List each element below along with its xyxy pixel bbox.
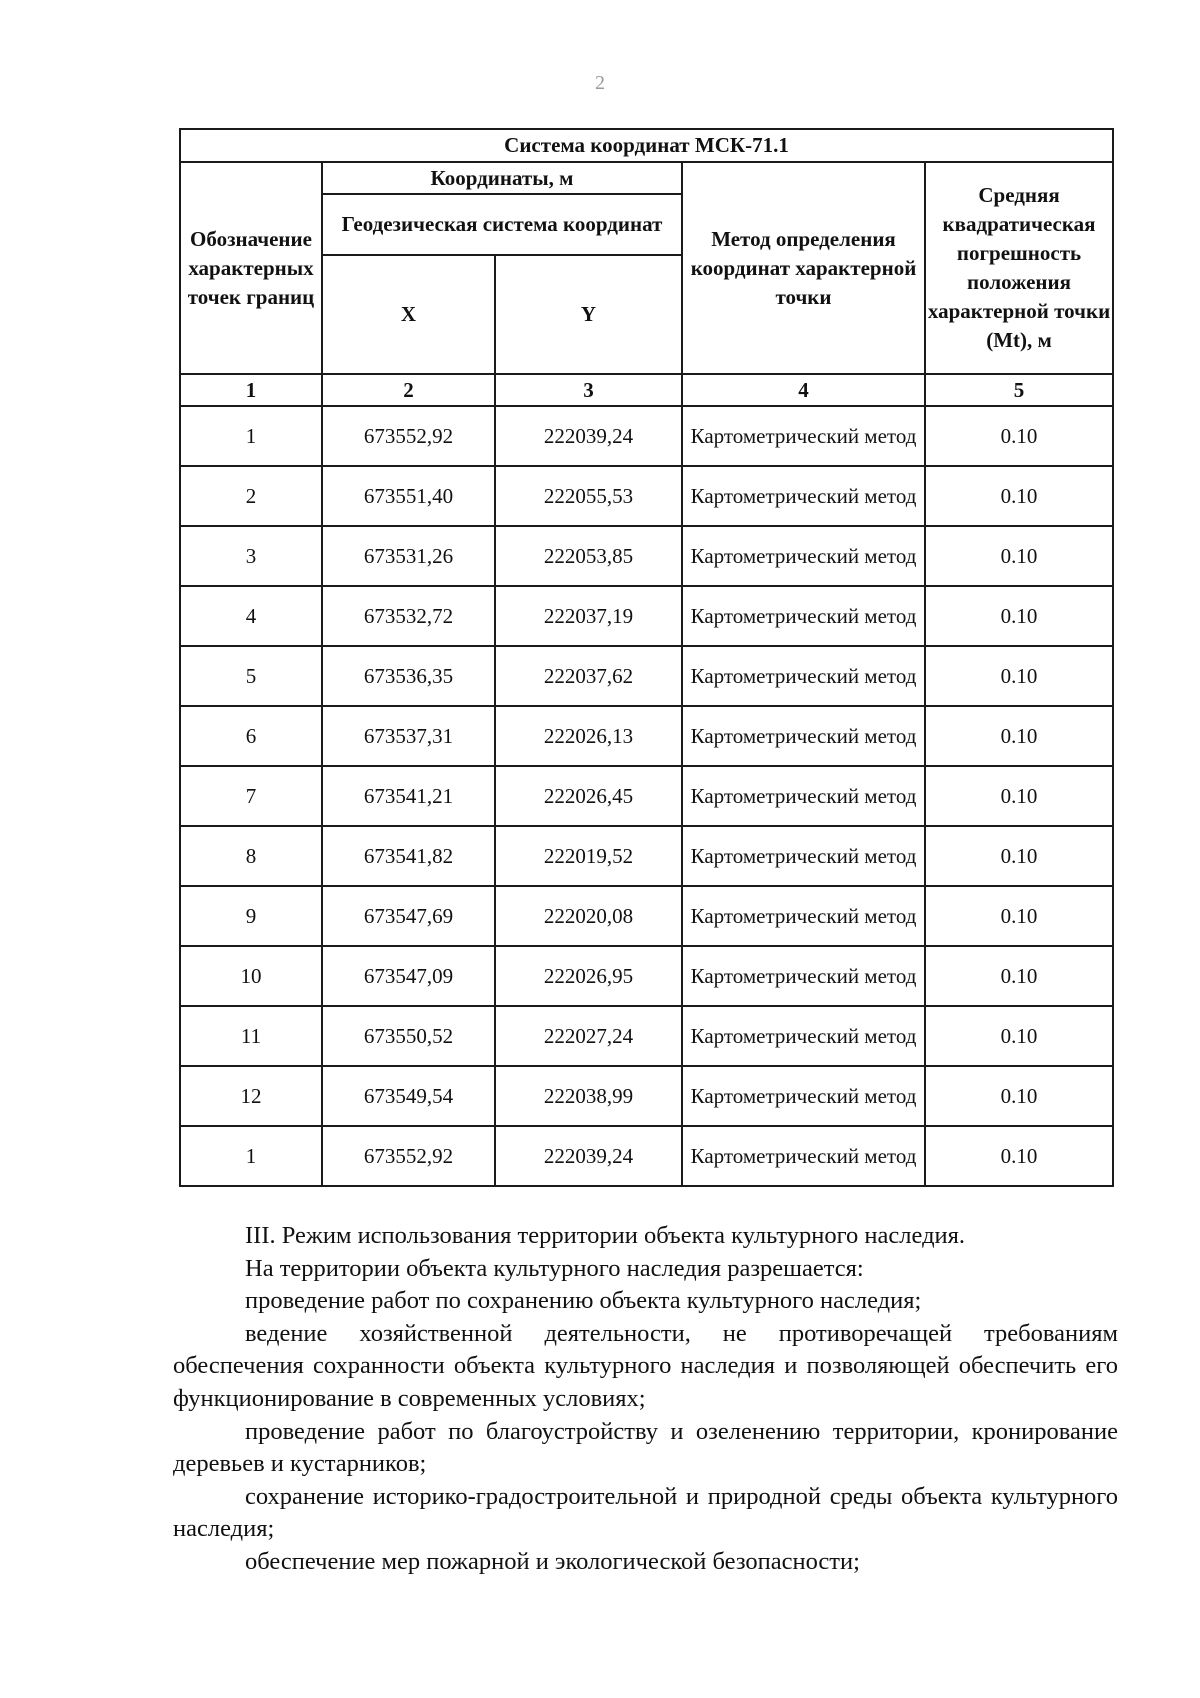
coordinate-x-cell: 673550,52 bbox=[322, 1006, 495, 1066]
method-cell: Картометрический метод bbox=[682, 946, 925, 1006]
column-number-4: 4 bbox=[682, 374, 925, 406]
paragraph: обеспечение мер пожарной и экологической безопасности; bbox=[245, 1547, 860, 1575]
method-cell: Картометрический метод bbox=[682, 766, 925, 826]
point-number-cell: 3 bbox=[180, 526, 322, 586]
coordinate-x-cell: 673552,92 bbox=[322, 1126, 495, 1186]
coordinate-system-title: Система координат МСК-71.1 bbox=[504, 133, 789, 157]
point-number-cell: 1 bbox=[180, 1126, 322, 1186]
coordinate-x-cell: 673541,21 bbox=[322, 766, 495, 826]
paragraph: проведение работ по благоустройству и озеленению территории, кронирование деревьев и кустарников; bbox=[173, 1417, 1118, 1478]
paragraph: проведение работ по сохранению объекта культурного наследия; bbox=[245, 1287, 922, 1315]
paragraph: ведение хозяйственной деятельности, не противоречащей требованиям обеспечения сохранности объекта культурного наследия и позволяющей обеспечить его функционирование в современных условиях; bbox=[173, 1319, 1118, 1412]
coordinate-y-cell: 222039,24 bbox=[495, 1126, 682, 1186]
method-cell: Картометрический метод bbox=[682, 466, 925, 526]
table-row bbox=[180, 406, 1113, 466]
table-row bbox=[180, 826, 1113, 886]
coordinate-y-cell: 222027,24 bbox=[495, 1006, 682, 1066]
header-method: Метод определения координат характерной точки bbox=[682, 162, 925, 374]
coordinates-table bbox=[179, 128, 1114, 1187]
coordinate-y-cell: 222037,19 bbox=[495, 586, 682, 646]
coordinate-y-cell: 222055,53 bbox=[495, 466, 682, 526]
error-cell: 0.10 bbox=[925, 526, 1113, 586]
method-cell: Картометрический метод bbox=[682, 1006, 925, 1066]
body-text bbox=[173, 1220, 1118, 1579]
error-cell: 0.10 bbox=[925, 586, 1113, 646]
table-row bbox=[180, 586, 1113, 646]
method-cell: Картометрический метод bbox=[682, 886, 925, 946]
table-row bbox=[180, 466, 1113, 526]
method-cell: Картометрический метод bbox=[682, 1126, 925, 1186]
method-cell: Картометрический метод bbox=[682, 406, 925, 466]
table-row bbox=[180, 646, 1113, 706]
method-cell: Картометрический метод bbox=[682, 646, 925, 706]
coordinate-y-cell: 222038,99 bbox=[495, 1066, 682, 1126]
table-row bbox=[180, 1066, 1113, 1126]
table-row bbox=[180, 766, 1113, 826]
coordinate-x-cell: 673537,31 bbox=[322, 706, 495, 766]
method-cell: Картометрический метод bbox=[682, 526, 925, 586]
table-title bbox=[180, 129, 1113, 162]
point-number-cell: 8 bbox=[180, 826, 322, 886]
paragraph: На территории объекта культурного наследия разрешается: bbox=[245, 1254, 864, 1282]
error-cell: 0.10 bbox=[925, 406, 1113, 466]
coordinate-y-cell: 222026,45 bbox=[495, 766, 682, 826]
paragraph: сохранение историко-градостроительной и природной среды объекта культурного наследия; bbox=[173, 1482, 1118, 1543]
error-cell: 0.10 bbox=[925, 886, 1113, 946]
table-row bbox=[180, 1126, 1113, 1186]
coordinate-y-cell: 222037,62 bbox=[495, 646, 682, 706]
table-body bbox=[180, 406, 1113, 1186]
coordinate-y-cell: 222026,13 bbox=[495, 706, 682, 766]
method-cell: Картометрический метод bbox=[682, 586, 925, 646]
point-number-cell: 12 bbox=[180, 1066, 322, 1126]
point-number-cell: 11 bbox=[180, 1006, 322, 1066]
header-geodetic-system: Геодезическая система координат bbox=[322, 194, 682, 255]
error-cell: 0.10 bbox=[925, 706, 1113, 766]
table-header-row-1 bbox=[180, 162, 1113, 194]
table-row bbox=[180, 706, 1113, 766]
point-number-cell: 9 bbox=[180, 886, 322, 946]
table-row bbox=[180, 886, 1113, 946]
coordinate-x-cell: 673547,09 bbox=[322, 946, 495, 1006]
point-number-cell: 10 bbox=[180, 946, 322, 1006]
point-number-cell: 6 bbox=[180, 706, 322, 766]
error-cell: 0.10 bbox=[925, 946, 1113, 1006]
page-number: 2 bbox=[595, 72, 605, 94]
coordinate-y-cell: 222020,08 bbox=[495, 886, 682, 946]
coordinate-x-cell: 673531,26 bbox=[322, 526, 495, 586]
coordinate-x-cell: 673536,35 bbox=[322, 646, 495, 706]
header-coordinates: Координаты, м bbox=[322, 162, 682, 194]
coordinate-y-cell: 222053,85 bbox=[495, 526, 682, 586]
table-row bbox=[180, 526, 1113, 586]
column-numbers-row bbox=[180, 374, 1113, 406]
header-designation: Обозначение характерных точек границ bbox=[180, 162, 322, 374]
coordinate-x-cell: 673552,92 bbox=[322, 406, 495, 466]
method-cell: Картометрический метод bbox=[682, 706, 925, 766]
header-error: Средняя квадратическая погрешность положения характерной точки (Mt), м bbox=[925, 162, 1113, 374]
point-number-cell: 5 bbox=[180, 646, 322, 706]
coordinate-x-cell: 673547,69 bbox=[322, 886, 495, 946]
point-number-cell: 4 bbox=[180, 586, 322, 646]
point-number-cell: 7 bbox=[180, 766, 322, 826]
table-row bbox=[180, 1006, 1113, 1066]
error-cell: 0.10 bbox=[925, 1006, 1113, 1066]
error-cell: 0.10 bbox=[925, 1126, 1113, 1186]
paragraph: III. Режим использования территории объекта культурного наследия. bbox=[245, 1222, 966, 1249]
method-cell: Картометрический метод bbox=[682, 1066, 925, 1126]
error-cell: 0.10 bbox=[925, 646, 1113, 706]
column-number-3: 3 bbox=[495, 374, 682, 406]
error-cell: 0.10 bbox=[925, 766, 1113, 826]
coordinate-x-cell: 673532,72 bbox=[322, 586, 495, 646]
point-number-cell: 2 bbox=[180, 466, 322, 526]
coordinate-y-cell: 222039,24 bbox=[495, 406, 682, 466]
error-cell: 0.10 bbox=[925, 826, 1113, 886]
header-x: X bbox=[322, 255, 495, 374]
coordinate-x-cell: 673549,54 bbox=[322, 1066, 495, 1126]
error-cell: 0.10 bbox=[925, 466, 1113, 526]
column-number-5: 5 bbox=[925, 374, 1113, 406]
header-y: Y bbox=[495, 255, 682, 374]
error-cell: 0.10 bbox=[925, 1066, 1113, 1126]
column-number-2: 2 bbox=[322, 374, 495, 406]
coordinate-y-cell: 222019,52 bbox=[495, 826, 682, 886]
method-cell: Картометрический метод bbox=[682, 826, 925, 886]
coordinate-y-cell: 222026,95 bbox=[495, 946, 682, 1006]
table-title-row bbox=[180, 129, 1113, 162]
coordinate-x-cell: 673551,40 bbox=[322, 466, 495, 526]
coordinate-x-cell: 673541,82 bbox=[322, 826, 495, 886]
point-number-cell: 1 bbox=[180, 406, 322, 466]
table-row bbox=[180, 946, 1113, 1006]
column-number-1: 1 bbox=[180, 374, 322, 406]
